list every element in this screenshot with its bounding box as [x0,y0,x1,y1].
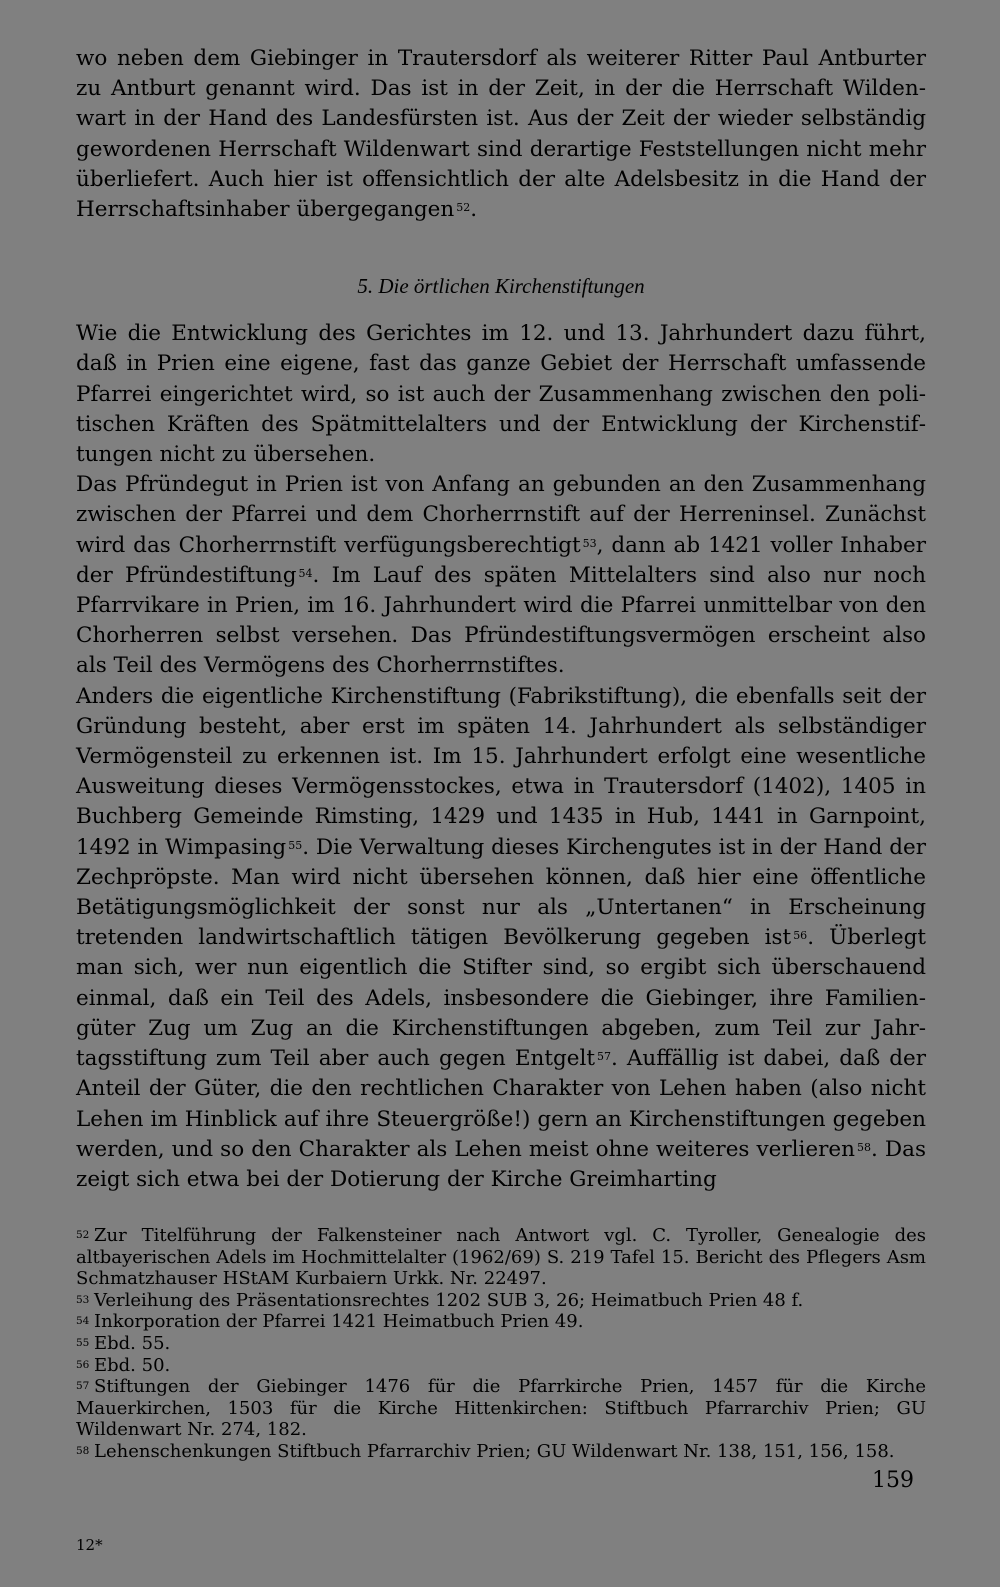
paragraph-text: . Im Lauf des späten Mittelalters sind also nur noch Pfarrvikare in Prien, im 16. Jahrhundert wird die Pfarrei unmittelbar von den Chorherren selbst versehen. Das Pfründestiftungsvermögen erscheint also als Teil des Vermögens des Chorherrnstiftes. [76,562,926,679]
paragraph-text: Das Pfründegut in Prien ist von Anfang an gebunden an den Zusammenhang zwischen der Pfarrei und dem Chorherrnstift auf der Herreninsel. Zunächst wird das Chorherrnstift verfügungsberechtigt [76,472,926,558]
footnote [76,1376,926,1441]
footnote-ref: 52 [456,201,471,215]
footnote-number: 52 [76,1229,90,1242]
footnote-text: Ebd. 55. [94,1333,171,1355]
footnote [76,1333,926,1355]
footnote-text: Zur Titelführung der Falkensteiner nach Antwort vgl. C. Tyroller, Genealogie des altbayerischen Adels im Hochmittelalter (1962/69) S. 219 Tafel 15. Bericht des Pflegers Asm Schmatzhauser HStAM Kurbaiern Urkk. Nr. 22497. [76,1225,926,1290]
paragraph-text: . Die Verwaltung dieses Kirchengutes ist in der Hand der Zechpröpste. Man wird nicht übersehen können, daß hier eine öffentliche Betätigungsmöglichkeit der sonst nur als „Untertanen“ in Erscheinung tretenden landwirtschaftlich tätigen Bevölkerung gegeben ist [76,834,926,951]
paragraph-text: , dann ab 1421 voller Inhaber der Pfründestiftung [76,532,926,588]
section-heading: 5. Die örtlichen Kirchenstiftungen [357,274,645,299]
paragraph-text: . Überlegt man sich, wer nun eigentlich die Stifter sind, so ergibt sich überschauend einmal, daß ein Teil des Adels, insbesondere die Giebinger, ihre Familiengüter Zug um Zug an die Kirchenstiftungen abgeben, zum Teil zur Jahrtagsstiftung zum Teil aber auch gegen Entgelt [76,925,926,1072]
page-number: 159 [872,1468,914,1493]
footnote-number: 58 [76,1445,90,1458]
footnotes [76,1225,926,1463]
footnote-text: Verleihung des Präsentationsrechtes 1202 SUB 3, 26; Heimatbuch Prien 48 f. [94,1289,804,1311]
footnote [76,1290,926,1312]
paragraph-text: Wie die Entwicklung des Gerichtes im 12. und 13. Jahrhundert dazu führt, daß in Prien eine eigene, fast das ganze Gebiet der Herrschaft umfassende Pfarrei eingerichtet wird, so ist auch der Zusammenhang zwischen den politischen Kräften des Spätmittelalters und der Entwicklung der Kirchenstiftungen nicht zu übersehen. [76,321,926,468]
footnote-ref: 57 [597,1050,612,1064]
paragraph-text: Anders die eigentliche Kirchenstiftung (Fabrikstiftung), die ebenfalls seit der Gründung besteht, aber erst im späten 14. Jahrhundert als selbständiger Vermögensteil zu erkennen ist. Im 15. Jahrhundert erfolgt eine wesentliche Ausweitung dieses Vermögensstockes, etwa in Trautersdorf (1402), 1405 in Buchberg Gemeinde Rimsting, 1429 und 1435 in Hub, 1441 in Garnpoint, 1492 in Wimpasing [76,683,926,860]
footnote-ref: 58 [857,1140,871,1154]
footnote [76,1441,926,1463]
paragraph-1 [76,319,926,470]
footnote [76,1225,926,1290]
footnote [76,1355,926,1377]
footnote-ref: 53 [582,536,597,550]
intro-text: wo neben dem Giebinger in Trautersdorf als weiterer Ritter Paul Antburter zu Antburt genannt wird. Das ist in der Zeit, in der die Herrschaft Wildenwart in der Hand des Landesfürsten ist. Aus der Zeit der wieder selbständig gewordenen Herrschaft Wildenwart sind derartige Feststellungen nicht mehr überliefert. Auch hier ist offensichtlich der alte Adelsbesitz in die Hand der Herrschaftsinhaber übergegangen [76,46,926,223]
footnote-text: Stiftungen der Giebinger 1476 für die Pfarrkirche Prien, 1457 für die Kirche Mauerkirchen, 1503 für die Kirche Hittenkirchen: Stiftbuch Pfarrarchiv Prien; GU Wildenwart Nr. 274, 182. [76,1376,926,1441]
paragraph-text: . Das zeigt sich etwa bei der Dotierung der Kirche Greimharting [76,1136,926,1192]
footnote-text: Ebd. 50. [94,1354,171,1376]
signature-mark: 12* [76,1536,103,1554]
footnote-text: Lehenschenkungen Stiftbuch Pfarrarchiv Prien; GU Wildenwart Nr. 138, 151, 156, 158. [94,1441,895,1463]
section-body [76,319,926,1195]
paragraph-text: . Auffällig ist dabei, daß der Anteil der Güter, die den rechtlichen Charakter von Lehen haben (also nicht Lehen im Hinblick auf ihre Steuergröße!) gern an Kirchenstiftungen gegeben werden, und so den Charakter als Lehen meist ohne weiteres verlieren [76,1046,926,1162]
footnote [76,1311,926,1333]
footnote-number: 54 [76,1315,90,1328]
footnote-number: 57 [76,1380,90,1393]
paragraph-2 [76,470,926,681]
footnote-text: Inkorporation der Pfarrei 1421 Heimatbuch Prien 49. [94,1311,584,1333]
footnote-number: 56 [76,1358,90,1371]
footnote-ref: 55 [288,838,303,852]
footnote-number: 55 [76,1337,90,1350]
book-page [76,44,926,1574]
paragraph-3 [76,682,926,1195]
footnote-number: 53 [76,1293,90,1306]
intro-text-end: . [470,197,478,223]
footnote-ref: 54 [298,566,313,580]
intro-paragraph [76,44,926,225]
intro-paragraph-block [76,44,926,225]
footnote-ref: 56 [793,929,808,943]
